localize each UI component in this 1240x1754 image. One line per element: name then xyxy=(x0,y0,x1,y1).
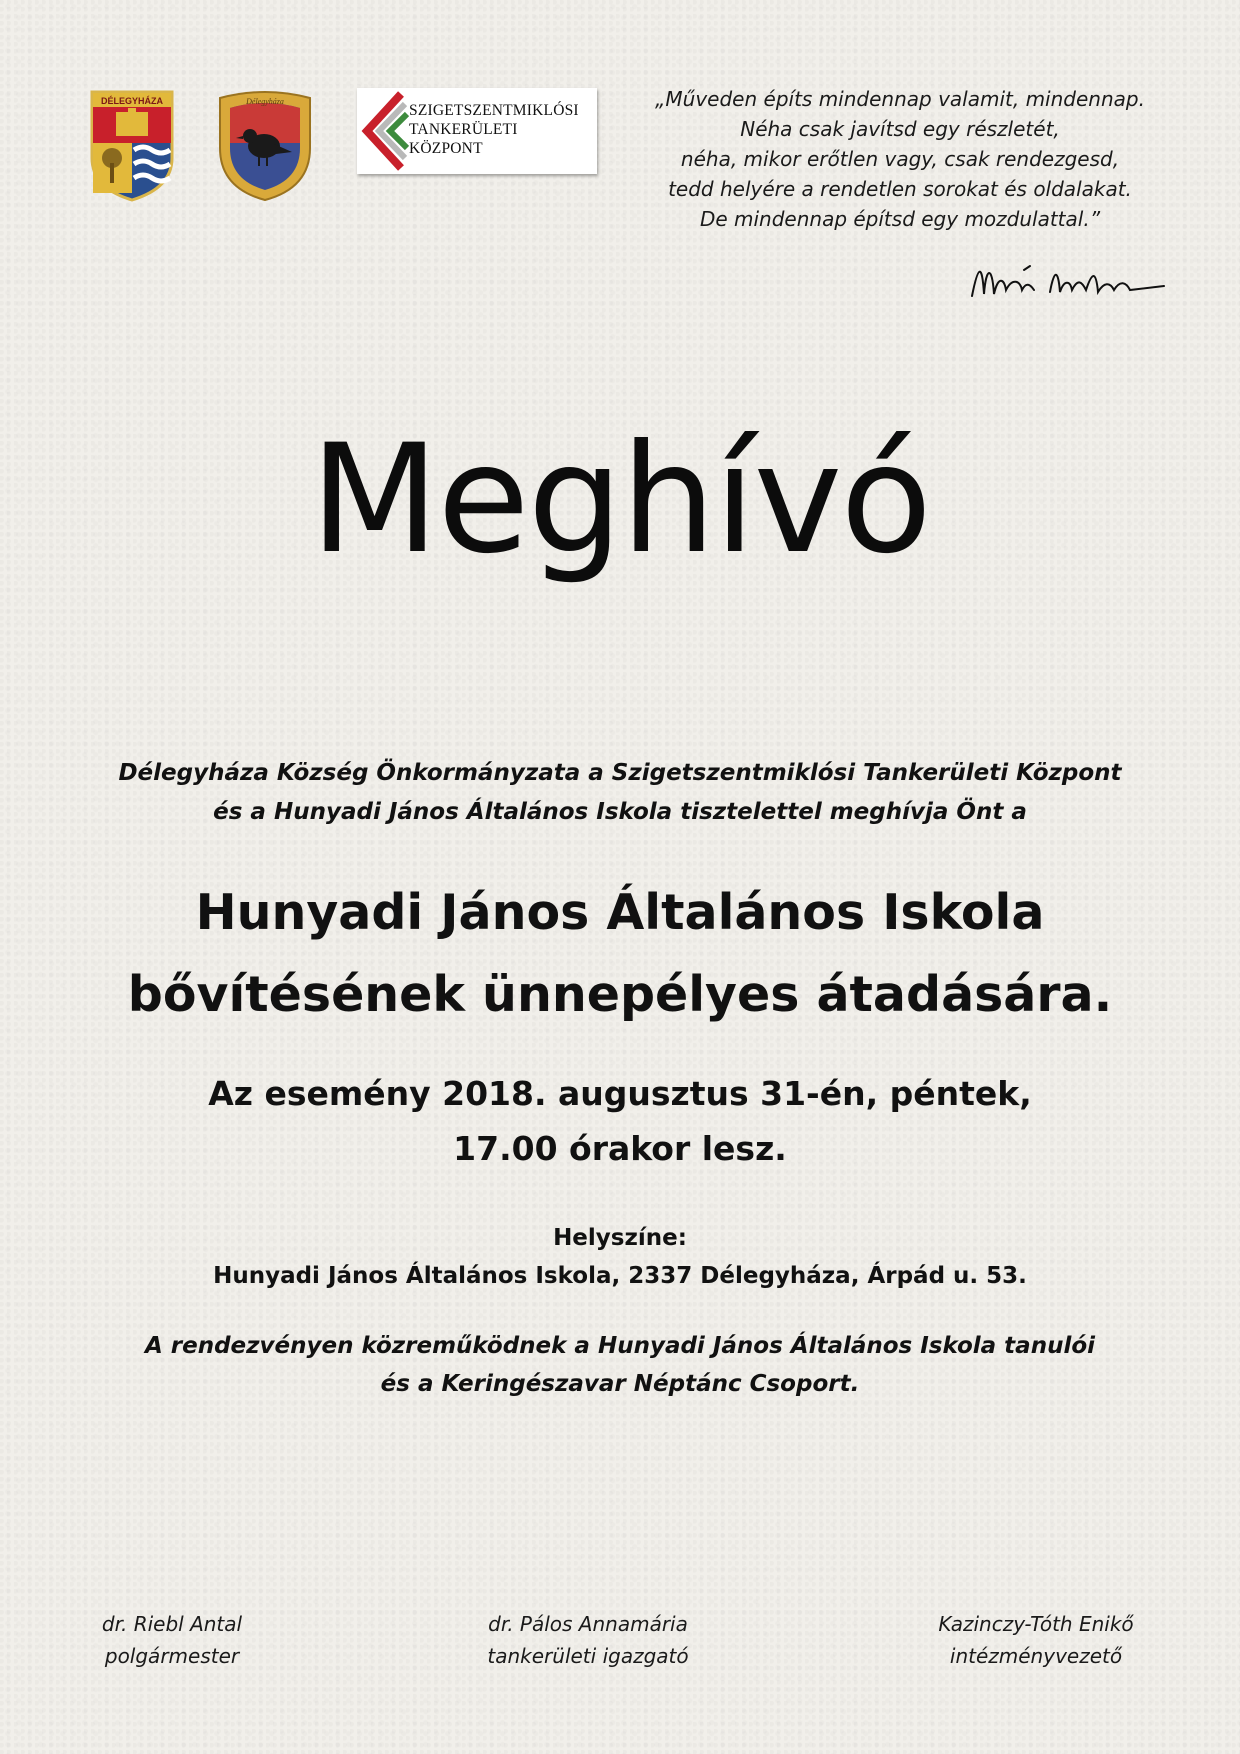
tankerulet-logo xyxy=(357,88,597,174)
signatory-name: dr. Pálos Annamária xyxy=(488,1612,688,1636)
handwritten-signature xyxy=(968,256,1168,306)
event-date: Az esemény 2018. augusztus 31-én, péntek, xyxy=(208,1074,1032,1113)
location-label: Helyszíne: xyxy=(553,1225,687,1251)
quote-line-3: néha, mikor erőtlen vagy, csak rendezgesd, xyxy=(680,147,1120,171)
municipal-crest-label: DÉLEGYHÁZA xyxy=(100,96,164,106)
quote-line-2: Néha csak javítsd egy részletét, xyxy=(740,117,1060,141)
headline-line-2: bővítésének ünnepélyes átadására. xyxy=(127,966,1113,1023)
tankerulet-logo-text xyxy=(409,101,579,158)
marai-quote xyxy=(620,84,1180,234)
school-crest-logo xyxy=(212,88,318,204)
participants-line-2: és a Keringészavar Néptánc Csoport. xyxy=(380,1371,860,1397)
municipal-crest-logo xyxy=(88,88,176,203)
signatory-role: intézményvezető xyxy=(949,1644,1123,1668)
intro-line-2: és a Hunyadi János Általános Iskola tisztelettel meghívja Önt a xyxy=(213,799,1027,825)
school-crest-label: Délegyháza xyxy=(246,97,284,106)
signatory-district-director xyxy=(438,1608,738,1672)
tankerulet-line-2: TANKERÜLETI xyxy=(409,121,518,138)
intro-line-1: Délegyháza Község Önkormányzata a Szigetszentmiklósi Tankerületi Központ xyxy=(118,760,1122,786)
signatory-role: polgármester xyxy=(104,1644,240,1668)
signatory-name: Kazinczy-Tóth Enikő xyxy=(938,1612,1134,1636)
signatory-principal xyxy=(886,1608,1186,1672)
event-participants xyxy=(60,1327,1180,1403)
location-address: Hunyadi János Általános Iskola, 2337 Délegyháza, Árpád u. 53. xyxy=(213,1263,1027,1289)
headline-line-1: Hunyadi János Általános Iskola xyxy=(195,884,1045,941)
signatory-name: dr. Riebl Antal xyxy=(101,1612,243,1636)
participants-line-1: A rendezvényen közreműködnek a Hunyadi János Általános Iskola tanulói xyxy=(144,1333,1096,1359)
event-datetime xyxy=(60,1066,1180,1176)
quote-line-4: tedd helyére a rendetlen sorokat és oldalakat. xyxy=(668,177,1132,201)
quote-line-5: De mindennap építsd egy mozdulattal.” xyxy=(699,207,1101,231)
signatory-role: tankerületi igazgató xyxy=(487,1644,689,1668)
tankerulet-line-1: SZIGETSZENTMIKLÓSI xyxy=(409,102,579,119)
event-headline xyxy=(30,872,1210,1036)
invitation-title: Meghívó xyxy=(309,413,931,587)
event-location xyxy=(60,1219,1180,1295)
event-time: 17.00 órakor lesz. xyxy=(453,1129,787,1168)
quote-line-1: „Műveden építs mindennap valamit, mindennap. xyxy=(655,87,1145,111)
hungarian-flag-chevron-icon xyxy=(361,90,409,172)
tankerulet-line-3: KÖZPONT xyxy=(409,140,483,157)
signatory-mayor xyxy=(22,1608,322,1672)
invitation-intro xyxy=(60,754,1180,832)
